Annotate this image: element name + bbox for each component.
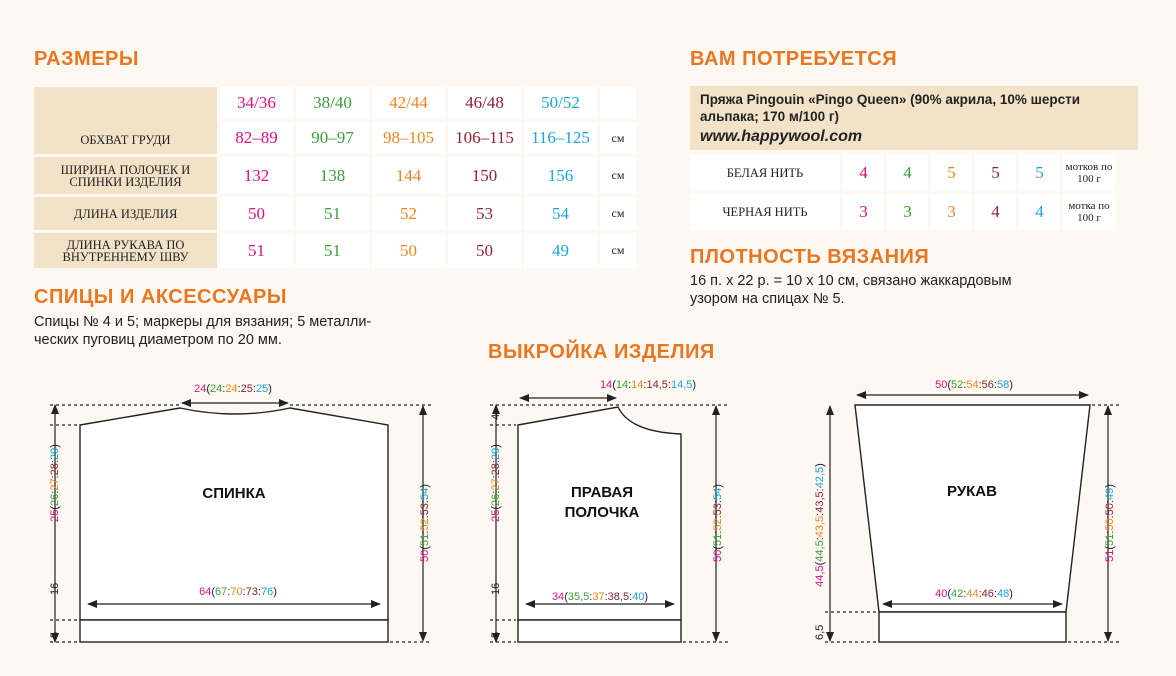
gauge-title: ПЛОТНОСТЬ ВЯЗАНИЯ <box>690 246 930 268</box>
unit-cell: мотка по 100 г <box>1063 194 1115 230</box>
needles-title: СПИЦЫ И АКСЕССУАРЫ <box>34 286 287 308</box>
yarn-description: Пряжа Pingouin «Pingo Queen» (90% акрила, 10% шерсти альпака; 170 м/100 г) <box>700 92 1081 124</box>
row-label-length: ДЛИНА ИЗДЕЛИЯ <box>34 197 217 230</box>
pattern-title: ВЫКРОЙКА ИЗДЕЛИЯ <box>488 341 715 363</box>
sleeve-length-dimension: 51(51:50:50:49) <box>1104 484 1116 562</box>
front-rib-label: 5 <box>490 631 502 638</box>
back-armhole-dimension: 25(26:27:28:29) <box>49 444 61 522</box>
size-header: 46/48 <box>448 87 521 119</box>
table-cell: 132 <box>220 157 293 194</box>
sleeve-outline <box>855 405 1090 612</box>
gauge-text-line1: 16 п. х 22 р. = 10 х 10 см, связано жаккардовым <box>690 273 1012 289</box>
front-name-1: ПРАВАЯ <box>571 484 633 501</box>
unit-cell: см <box>600 197 636 230</box>
front-neckdrop-label: 4 <box>490 413 502 420</box>
size-header: 50/52 <box>524 87 597 119</box>
front-name-2: ПОЛОЧКА <box>564 504 640 521</box>
yarn-url: www.happywool.com <box>700 128 863 145</box>
sleeve-cuff-label: 6,5 <box>814 624 826 640</box>
table-cell: 51 <box>296 233 369 268</box>
row-label-width: ШИРИНА ПОЛОЧЕК И СПИНКИ ИЗДЕЛИЯ <box>34 157 217 194</box>
row-label-sleeve: ДЛИНА РУКАВА ПО ВНУТРЕННЕМУ ШВУ <box>34 233 217 268</box>
front-armhole-dimension: 25(26:27:28:29) <box>490 444 502 522</box>
front-side-label: 16 <box>490 582 502 595</box>
needles-text-line2: ческих пуговиц диаметром по 20 мм. <box>34 332 282 348</box>
table-cell: 54 <box>524 197 597 230</box>
sleeve-top-dimension: 50(52:54:56:58) <box>935 379 1013 391</box>
sizes-title: РАЗМЕРЫ <box>34 48 139 70</box>
table-cell: 5 <box>1019 155 1060 191</box>
front-rib <box>518 620 681 642</box>
size-header: 42/44 <box>372 87 445 119</box>
gauge-text-line2: узором на спицах № 5. <box>690 291 845 307</box>
unit-cell: см <box>600 233 636 268</box>
table-cell: 4 <box>975 194 1016 230</box>
table-cell: 3 <box>843 194 884 230</box>
needles-text-line1: Спицы № 4 и 5; маркеры для вязания; 5 металли- <box>34 314 372 330</box>
table-cell: 49 <box>524 233 597 268</box>
table-cell: 51 <box>296 197 369 230</box>
table-cell: 52 <box>372 197 445 230</box>
back-rib-label: 5 <box>49 631 61 638</box>
table-cell: 156 <box>524 157 597 194</box>
table-cell: 50 <box>220 197 293 230</box>
unit-cell: мотков по 100 г <box>1063 155 1115 191</box>
table-cell: 150 <box>448 157 521 194</box>
sleeve-side-dimension: 44,5(44,5:43,5:43,5:42,5) <box>814 463 826 587</box>
materials-title: ВАМ ПОТРЕБУЕТСЯ <box>690 48 898 70</box>
table-cell: 4 <box>1019 194 1060 230</box>
table-cell: 5 <box>975 155 1016 191</box>
table-cell: 90–97 <box>296 122 369 154</box>
table-cell: 50 <box>448 233 521 268</box>
material-label-white: БЕЛАЯ НИТЬ <box>690 155 840 191</box>
table-cell: 98–105 <box>372 122 445 154</box>
sleeve-cuff <box>879 612 1066 642</box>
front-width-dimension: 34(35,5:37:38,5:40) <box>551 591 649 603</box>
back-side-label: 16 <box>49 582 61 595</box>
table-cell: 53 <box>448 197 521 230</box>
size-label-bust: ОБХВАТ ГРУДИ <box>34 87 217 154</box>
table-cell: 51 <box>220 233 293 268</box>
table-cell: 50 <box>372 233 445 268</box>
table-cell: 3 <box>931 194 972 230</box>
front-shoulder-dimension: 14(14:14:14,5:14,5) <box>599 379 697 391</box>
back-length-dimension: 50(51:52:53:54) <box>419 484 431 562</box>
table-cell: 106–115 <box>448 122 521 154</box>
table-cell: 144 <box>372 157 445 194</box>
table-cell: 4 <box>887 155 928 191</box>
table-cell: 4 <box>843 155 884 191</box>
back-neck-dimension: 24(24:24:25:25) <box>194 383 272 395</box>
unit-cell: см <box>600 122 636 154</box>
material-label-black: ЧЕРНАЯ НИТЬ <box>690 194 840 230</box>
unit-cell: см <box>600 157 636 194</box>
size-header: 38/40 <box>296 87 369 119</box>
back-rib <box>80 620 388 642</box>
table-cell: 3 <box>887 194 928 230</box>
size-header: 34/36 <box>220 87 293 119</box>
sleeve-name: РУКАВ <box>947 483 997 500</box>
sleeve-bottom-dimension: 40(42:44:46:48) <box>935 588 1013 600</box>
back-width-dimension: 64(67:70:73:76) <box>199 586 277 598</box>
table-cell: 138 <box>296 157 369 194</box>
table-cell: 116–125 <box>524 122 597 154</box>
table-cell: 5 <box>931 155 972 191</box>
back-name: СПИНКА <box>202 485 266 502</box>
table-cell: 82–89 <box>220 122 293 154</box>
front-length-dimension: 50(51:52:53:54) <box>712 484 724 562</box>
